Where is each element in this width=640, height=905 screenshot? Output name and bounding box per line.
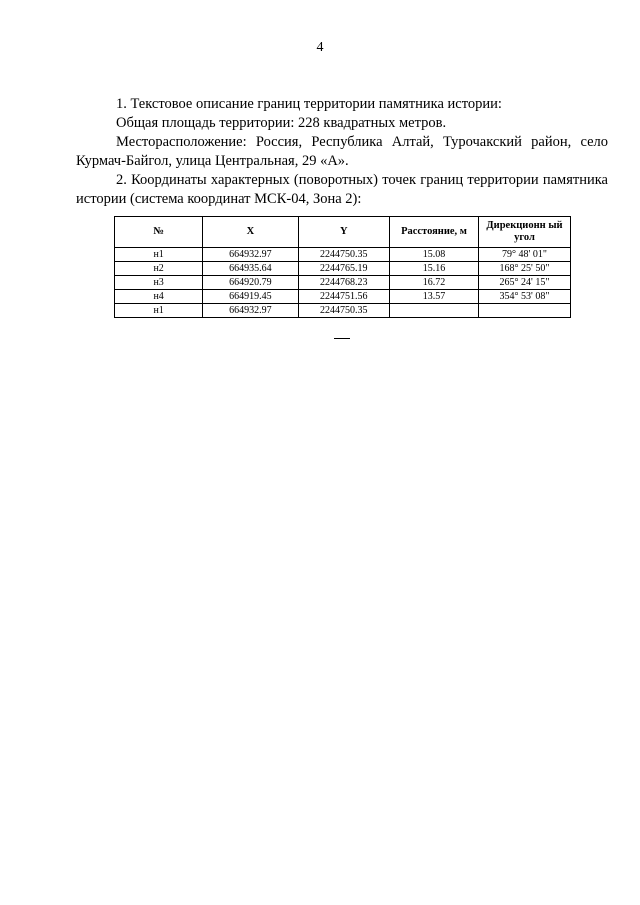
cell-x: 664932.97 (203, 304, 298, 318)
header-number: № (115, 217, 203, 248)
paragraph-coordinates-intro: 2. Координаты характерных (поворотных) точек границ территории памятника истории (система координат МСК-04, Зона 2): (76, 172, 608, 207)
table-row (115, 262, 571, 276)
cell-angle: 265° 24' 15" (479, 276, 571, 290)
header-y: Y (298, 217, 390, 248)
cell-distance: 15.16 (390, 262, 479, 276)
paragraph-location: Месторасположение: Россия, Республика Алтай, Турочакский район, село Курмач-Байгол, улица Центральная, 29 «А». (76, 134, 608, 169)
cell-y: 2244751.56 (298, 290, 390, 304)
cell-distance: 15.08 (390, 248, 479, 262)
paragraph-territory-heading: 1. Текстовое описание границ территории памятника истории: (116, 96, 502, 112)
paragraph-total-area: Общая площадь территории: 228 квадратных метров. (116, 115, 447, 131)
cell-y: 2244765.19 (298, 262, 390, 276)
cell-y: 2244750.35 (298, 248, 390, 262)
header-x: X (203, 217, 298, 248)
cell-x: 664919.45 (203, 290, 298, 304)
cell-distance: 16.72 (390, 276, 479, 290)
cell-point: н1 (115, 304, 203, 318)
document-body (76, 95, 608, 209)
cell-point: н3 (115, 276, 203, 290)
table-row (115, 290, 571, 304)
cell-point: н2 (115, 262, 203, 276)
header-direction-angle: Дирекционн ый угол (479, 217, 571, 248)
table-header-row (115, 217, 571, 248)
coordinates-table (114, 216, 571, 318)
cell-point: н1 (115, 248, 203, 262)
cell-angle (479, 304, 571, 318)
page-number: 4 (316, 40, 324, 55)
cell-y: 2244768.23 (298, 276, 390, 290)
cell-angle: 168° 25' 50" (479, 262, 571, 276)
cell-x: 664920.79 (203, 276, 298, 290)
table-row (115, 304, 571, 318)
cell-point: н4 (115, 290, 203, 304)
cell-x: 664932.97 (203, 248, 298, 262)
table-row (115, 276, 571, 290)
cell-distance: 13.57 (390, 290, 479, 304)
cell-angle: 354° 53' 08" (479, 290, 571, 304)
cell-angle: 79° 48' 01" (479, 248, 571, 262)
end-of-section-dash (334, 338, 350, 339)
cell-distance (390, 304, 479, 318)
cell-x: 664935.64 (203, 262, 298, 276)
cell-y: 2244750.35 (298, 304, 390, 318)
table-row (115, 248, 571, 262)
header-distance: Расстояние, м (390, 217, 479, 248)
